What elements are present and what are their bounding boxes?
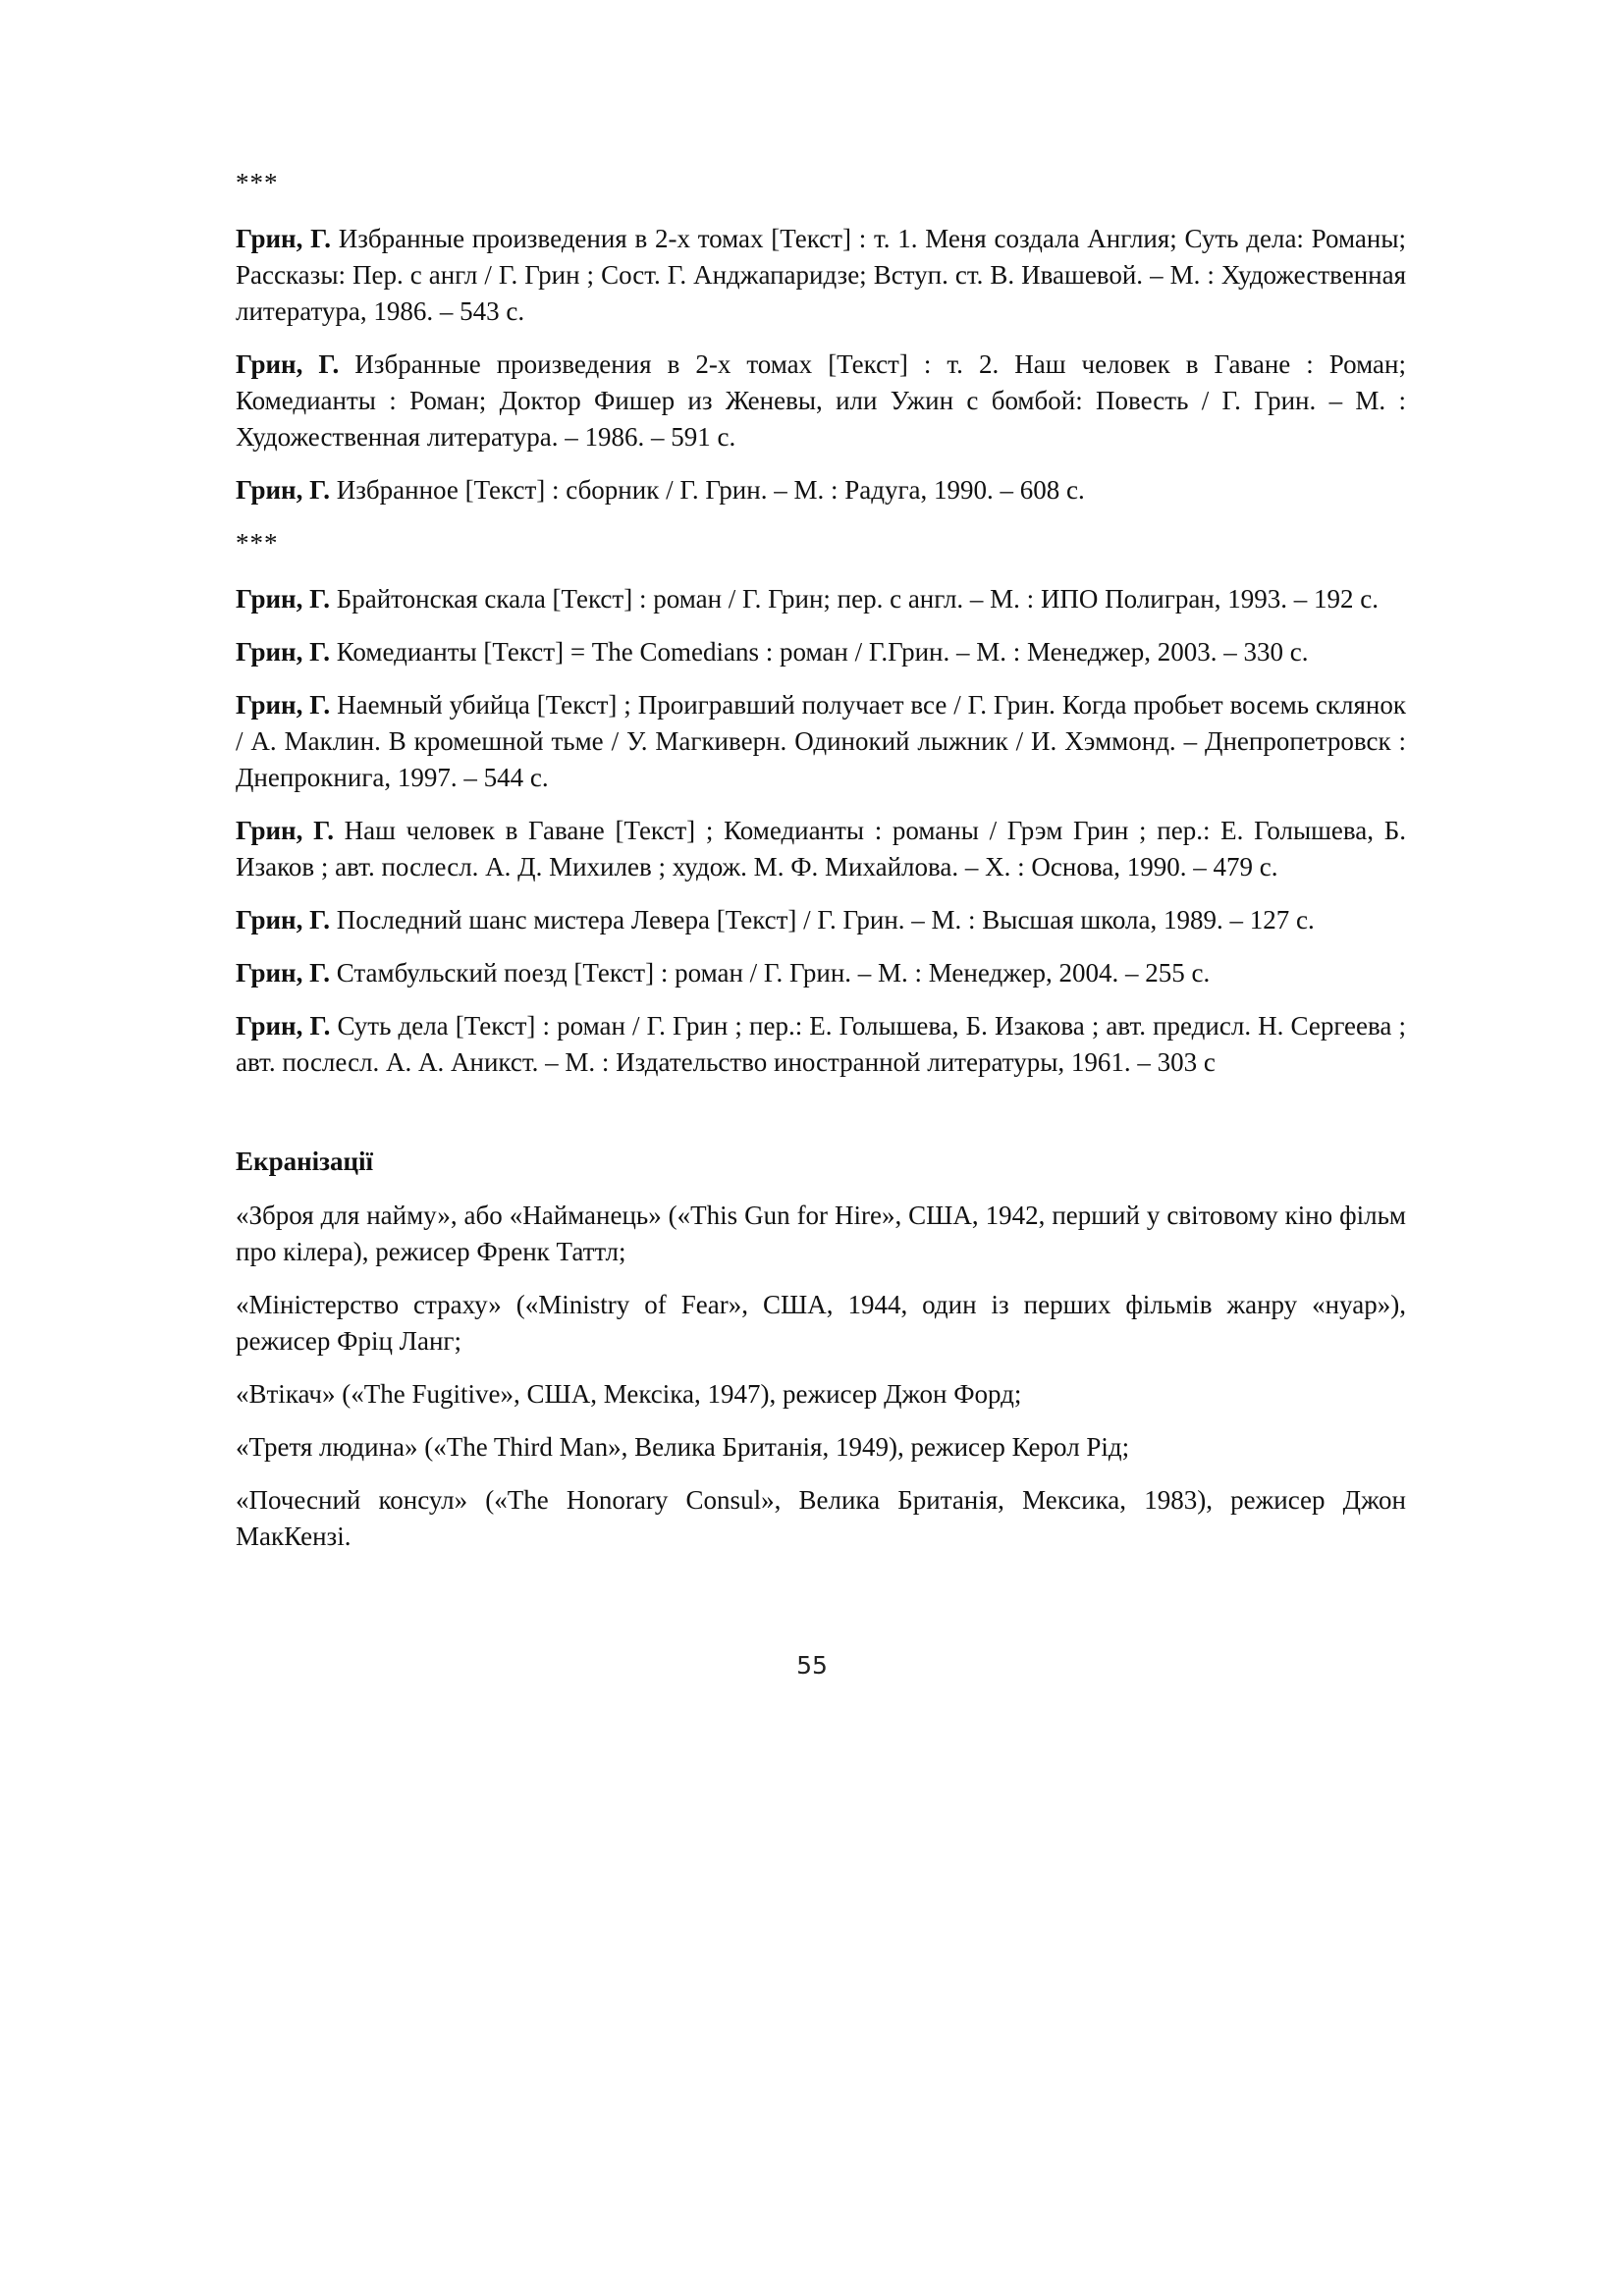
bibliography-entry <box>236 955 1406 991</box>
entry-author: Грин, Г. <box>236 349 340 379</box>
page-number: 55 <box>796 1651 828 1680</box>
entry-author: Грин, Г. <box>236 475 330 505</box>
entry-text: Последний шанс мистера Левера [Текст] / Г. Грин. – М. : Высшая школа, 1989. – 127 с. <box>330 905 1315 934</box>
bibliography-entry <box>236 472 1406 508</box>
entry-author: Грин, Г. <box>236 1011 331 1041</box>
page-content <box>236 165 1406 1572</box>
entry-author: Грин, Г. <box>236 958 330 988</box>
film-item: «Зброя для найму», або «Найманець» («This Gun for Hire», США, 1942, перший у світовому кіно фільм про кілера), режисер Френк Таттл; <box>236 1201 1406 1266</box>
entry-text: Стамбульский поезд [Текст] : роман / Г. Грин. – М. : Менеджер, 2004. – 255 с. <box>330 958 1211 988</box>
entry-text: Избранные произведения в 2-х томах [Текст] : т. 2. Наш человек в Гаване : Роман; Комедианты : Роман; Доктор Фишер из Женевы, или Ужин с бомбой: Повесть / Г. Грин. – М. : Художественная литература. – 1986. – 591 с. <box>236 349 1406 452</box>
film-item: «Третя людина» («The Third Man», Велика Британія, 1949), режисер Керол Рід; <box>236 1432 1130 1462</box>
section-separator: *** <box>236 168 279 197</box>
bibliography-entry <box>236 687 1406 796</box>
entry-text: Наемный убийца [Текст] ; Проигравший получает все / Г. Грин. Когда пробьет восемь склянок / А. Маклин. В кромешной тьме / У. Магкиверн. Одинокий лыжник / И. Хэммонд. – Днепропетровск : Днепрокнига, 1997. – 544 с. <box>236 690 1406 792</box>
section-2 <box>236 525 1406 1081</box>
entry-text: Избранное [Текст] : сборник / Г. Грин. – М. : Радуга, 1990. – 608 с. <box>330 475 1085 505</box>
entry-author: Грин, Г. <box>236 584 330 614</box>
entry-author: Грин, Г. <box>236 816 334 845</box>
bibliography-entry <box>236 902 1406 938</box>
section-separator: *** <box>236 528 279 558</box>
bibliography-entry <box>236 634 1406 670</box>
bibliography-entry <box>236 221 1406 330</box>
entry-text: Избранные произведения в 2-х томах [Текст] : т. 1. Меня создала Англия; Суть дела: Романы; Рассказы: Пер. с англ / Г. Грин ; Сост. Г. Анджапаридзе; Вступ. ст. В. Ивашевой. – М. : Художественная литература, 1986. – 543 с. <box>236 224 1406 326</box>
bibliography-entry <box>236 1008 1406 1081</box>
screenings-heading: Екранізації <box>236 1147 374 1176</box>
entry-author: Грин, Г. <box>236 637 330 667</box>
film-item: «Почесний консул» («The Honorary Consul», Велика Британія, Мексика, 1983), режисер Джон МакКензі. <box>236 1485 1406 1551</box>
entry-text: Брайтонская скала [Текст] : роман / Г. Грин; пер. с англ. – М. : ИПО Полигран, 1993. – 192 с. <box>330 584 1379 614</box>
entry-author: Грин, Г. <box>236 905 330 934</box>
entry-text: Суть дела [Текст] : роман / Г. Грин ; пер.: Е. Голышева, Б. Изакова ; авт. предисл. Н. Сергеева ; авт. послесл. А. А. Аникст. – М. : Издательство иностранной литературы, 1961. – 303 с <box>236 1011 1406 1077</box>
entry-author: Грин, Г. <box>236 690 331 720</box>
film-item: «Втікач» («The Fugitive», США, Мексіка, 1947), режисер Джон Форд; <box>236 1379 1022 1409</box>
film-item: «Міністерство страху» («Ministry of Fear», США, 1944, один із перших фільмів жанру «нуар»), режисер Фріц Ланг; <box>236 1290 1406 1356</box>
entry-author: Грин, Г. <box>236 224 331 253</box>
bibliography-entry <box>236 581 1406 617</box>
entry-text: Комедианты [Текст] = The Comedians : роман / Г.Грин. – М. : Менеджер, 2003. – 330 с. <box>330 637 1309 667</box>
bibliography-entry <box>236 347 1406 455</box>
section-1 <box>236 165 1406 508</box>
screenings-section <box>236 1144 1406 1555</box>
bibliography-entry <box>236 813 1406 885</box>
entry-text: Наш человек в Гаване [Текст] ; Комедианты : романы / Грэм Грин ; пер.: Е. Голышева, Б. Изаков ; авт. послесл. А. Д. Михилев ; худож. М. Ф. Михайлова. – Х. : Основа, 1990. – 479 с. <box>236 816 1406 881</box>
